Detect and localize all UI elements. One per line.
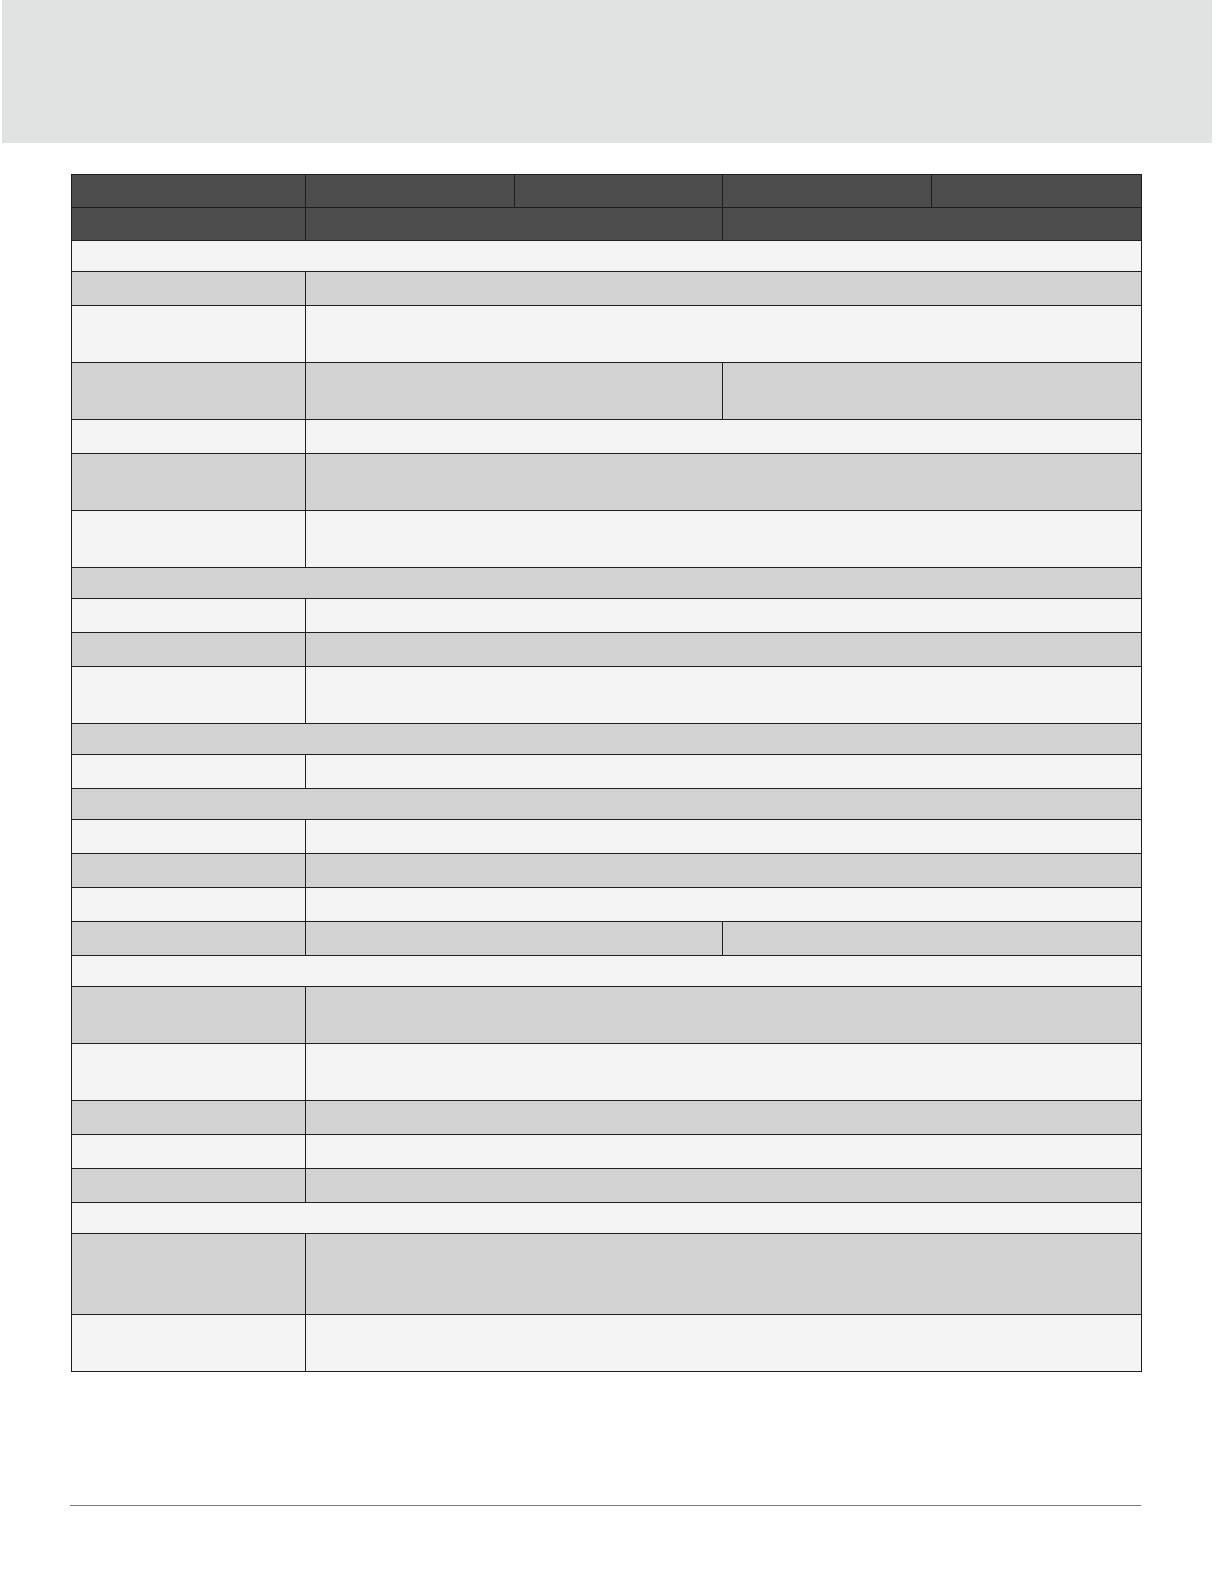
table-row: [72, 1234, 1142, 1315]
section-row: [72, 241, 1142, 272]
table-row: [72, 1169, 1142, 1203]
row-value: [306, 599, 1142, 633]
section-row: [72, 789, 1142, 820]
row-label: [72, 987, 306, 1044]
row-value: [306, 454, 1142, 511]
top-header-band: [2, 0, 1212, 143]
row-label: [72, 755, 306, 789]
row-value: [306, 363, 723, 420]
section-row: [72, 956, 1142, 987]
row-value: [306, 888, 1142, 922]
table-header-cell: [72, 175, 306, 208]
table-row: [72, 888, 1142, 922]
table-row: [72, 511, 1142, 568]
row-value: [306, 272, 1142, 306]
table-row: [72, 454, 1142, 511]
row-label: [72, 633, 306, 667]
table-header-cell: [515, 175, 723, 208]
row-value: [306, 922, 723, 956]
row-value: [306, 1169, 1142, 1203]
row-label: [72, 599, 306, 633]
table-subheader-row: [72, 208, 1142, 241]
table-row: [72, 667, 1142, 724]
table-row: [72, 1101, 1142, 1135]
row-label: [72, 363, 306, 420]
row-label: [72, 454, 306, 511]
table-row: [72, 363, 1142, 420]
table-row: [72, 599, 1142, 633]
row-value: [306, 1044, 1142, 1101]
table-row: [72, 306, 1142, 363]
table-row: [72, 854, 1142, 888]
row-value: [723, 922, 1142, 956]
section-cell: [72, 568, 1142, 599]
table-row: [72, 272, 1142, 306]
row-value: [306, 1135, 1142, 1169]
table-row: [72, 1135, 1142, 1169]
row-value: [306, 667, 1142, 724]
table-row: [72, 633, 1142, 667]
row-value: [306, 755, 1142, 789]
row-label: [72, 1234, 306, 1315]
section-cell: [72, 956, 1142, 987]
table-row: [72, 1315, 1142, 1372]
row-value: [306, 1101, 1142, 1135]
section-cell: [72, 789, 1142, 820]
row-value: [306, 511, 1142, 568]
section-row: [72, 568, 1142, 599]
spec-table: [71, 174, 1142, 1372]
table-row: [72, 1044, 1142, 1101]
table-header-cell: [306, 175, 515, 208]
row-label: [72, 1169, 306, 1203]
table-row: [72, 420, 1142, 454]
row-label: [72, 272, 306, 306]
table-header-cell: [723, 175, 932, 208]
section-row: [72, 1203, 1142, 1234]
row-label: [72, 306, 306, 363]
section-cell: [72, 724, 1142, 755]
table-header-cell: [72, 208, 306, 241]
row-value: [306, 987, 1142, 1044]
table-header-cell: [723, 208, 1142, 241]
row-value: [306, 306, 1142, 363]
table-header-cell: [306, 208, 723, 241]
row-label: [72, 854, 306, 888]
row-label: [72, 1101, 306, 1135]
table-row: [72, 922, 1142, 956]
row-value: [306, 1315, 1142, 1372]
row-label: [72, 1315, 306, 1372]
row-value: [306, 820, 1142, 854]
row-value: [306, 633, 1142, 667]
row-label: [72, 511, 306, 568]
table-header-cell: [932, 175, 1142, 208]
footer-divider: [70, 1505, 1141, 1506]
row-label: [72, 1044, 306, 1101]
table-header-row: [72, 175, 1142, 208]
row-value: [723, 363, 1142, 420]
row-label: [72, 888, 306, 922]
table-row: [72, 755, 1142, 789]
table-row: [72, 987, 1142, 1044]
row-label: [72, 420, 306, 454]
section-cell: [72, 241, 1142, 272]
section-row: [72, 724, 1142, 755]
section-cell: [72, 1203, 1142, 1234]
row-value: [306, 854, 1142, 888]
row-value: [306, 420, 1142, 454]
row-label: [72, 667, 306, 724]
table-row: [72, 820, 1142, 854]
row-label: [72, 1135, 306, 1169]
row-label: [72, 820, 306, 854]
row-label: [72, 922, 306, 956]
row-value: [306, 1234, 1142, 1315]
